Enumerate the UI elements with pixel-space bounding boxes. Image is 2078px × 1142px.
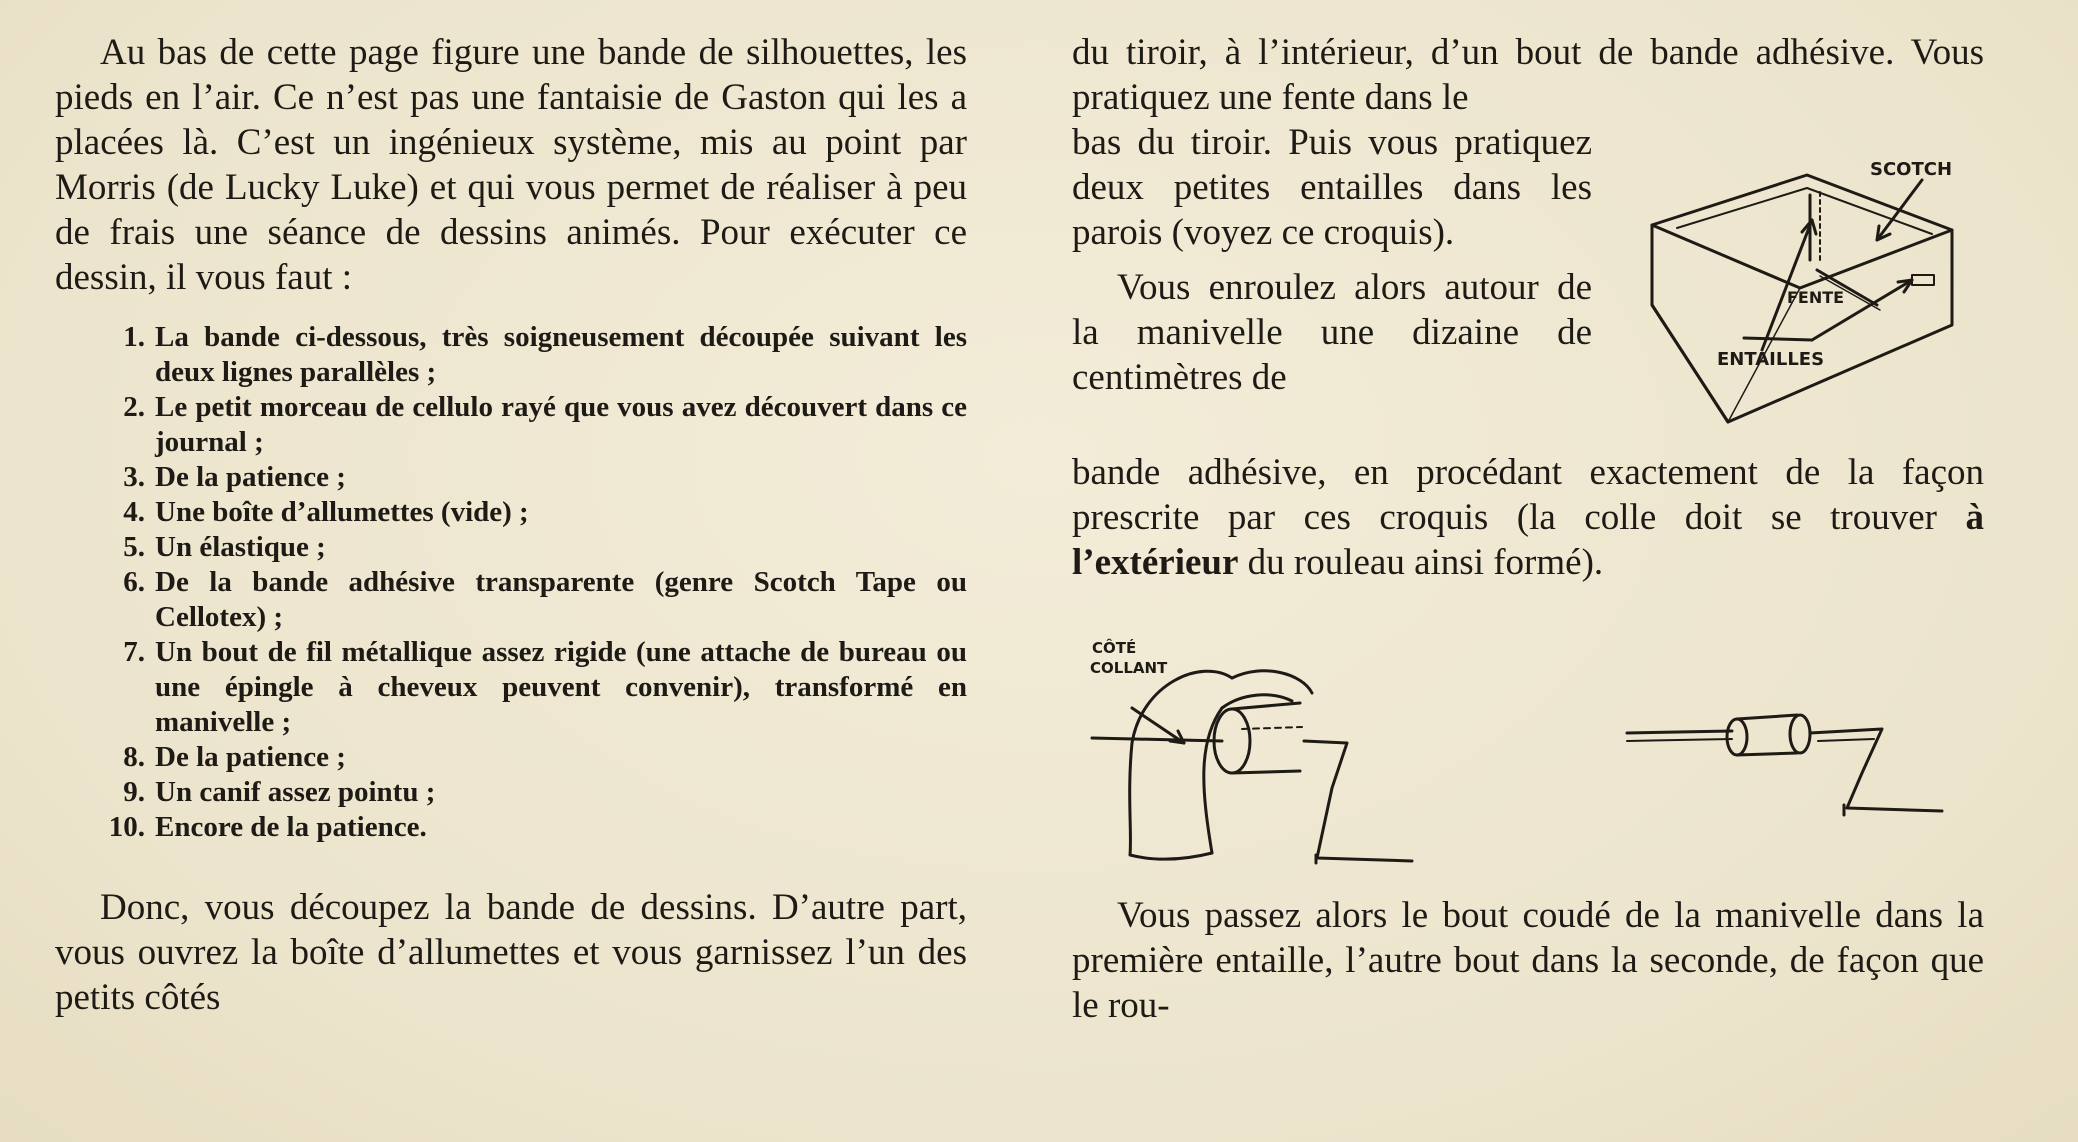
wrap-paragraph-2: Vous enroulez alors autour de la manivelle une dizaine de centimètres de <box>1072 267 1592 398</box>
list-item: 4. Une boîte d’allumettes (vide) ; <box>123 496 529 528</box>
label-fente: FENTE <box>1787 288 1845 307</box>
list-item: 5. Un élastique ; <box>123 531 326 563</box>
right-column <box>1072 30 1984 1028</box>
wrap-paragraph-1: bas du tiroir. Puis vous pratiquez deux petites entailles dans les parois (voyez ce croquis). <box>1072 122 1592 253</box>
label-collant: COLLANT <box>1090 659 1168 677</box>
roll-crank-sketch <box>1072 623 1432 893</box>
crank-wire <box>1092 738 1412 861</box>
list-item: 3. De la patience ; <box>123 461 346 493</box>
wrap-text <box>1072 120 1592 400</box>
list-item: 7. Un bout de fil métallique assez rigide (une attache de bureau ou une épingle à cheveux peuvent convenir), transformé en manivelle ; <box>123 636 967 738</box>
list-item: 1. La bande ci-dessous, très soigneusement découpée suivant les deux lignes parallèles ; <box>123 321 967 388</box>
left-column <box>55 30 967 1020</box>
continuation-paragraph: du tiroir, à l’intérieur, d’un bout de bande adhésive. Vous pratiquez une fente dans le <box>1072 32 1984 118</box>
matchbox-drawer-sketch <box>1632 150 1972 450</box>
roll-on-crank-sketch <box>1622 693 1982 843</box>
arrow-scotch <box>1877 180 1922 240</box>
roll-sketches <box>1072 623 1984 893</box>
label-entailles: ENTAILLES <box>1717 349 1825 370</box>
wrap-block <box>1072 120 1984 450</box>
intro-paragraph: Au bas de cette page figure une bande de silhouettes, les pieds en l’air. Ce n’est pas une fantaisie de Gaston qui les a placées là. C’est un ingénieux système, mis au point par Morris (de Lucky Luke) et qui vous permet de réaliser à peu de frais une séance de dessins animés. Pour exécuter ce dessin, il vous faut : <box>55 32 967 298</box>
list-item: 8. De la patience ; <box>123 741 346 773</box>
drawer-front <box>1652 225 1952 422</box>
roll-paragraph: bande adhésive, en procédant exactement de la façon prescrite par ces croquis (la colle doit se trouver à l’extérieur du rouleau ainsi formé). <box>1072 452 1984 583</box>
final-paragraph: Vous passez alors le bout coudé de la manivelle dans la première entaille, l’autre bout dans la seconde, de façon que le rou- <box>1072 895 1984 1026</box>
list-item: 2. Le petit morceau de cellulo rayé que vous avez découvert dans ce journal ; <box>123 391 967 458</box>
materials-list <box>55 320 967 845</box>
list-item: 9. Un canif assez pointu ; <box>123 776 436 808</box>
label-cote: CÔTÉ <box>1092 639 1137 657</box>
label-scotch: SCOTCH <box>1870 159 1953 180</box>
list-item: 6. De la bande adhésive transparente (genre Scotch Tape ou Cellotex) ; <box>123 566 967 633</box>
closing-paragraph: Donc, vous découpez la bande de dessins. D’autre part, vous ouvrez la boîte d’allumettes et vous garnissez l’un des petits côtés <box>55 887 967 1018</box>
list-item: 10. Encore de la patience. <box>108 811 427 843</box>
emphasis-text: à l’extérieur <box>1072 497 1984 583</box>
